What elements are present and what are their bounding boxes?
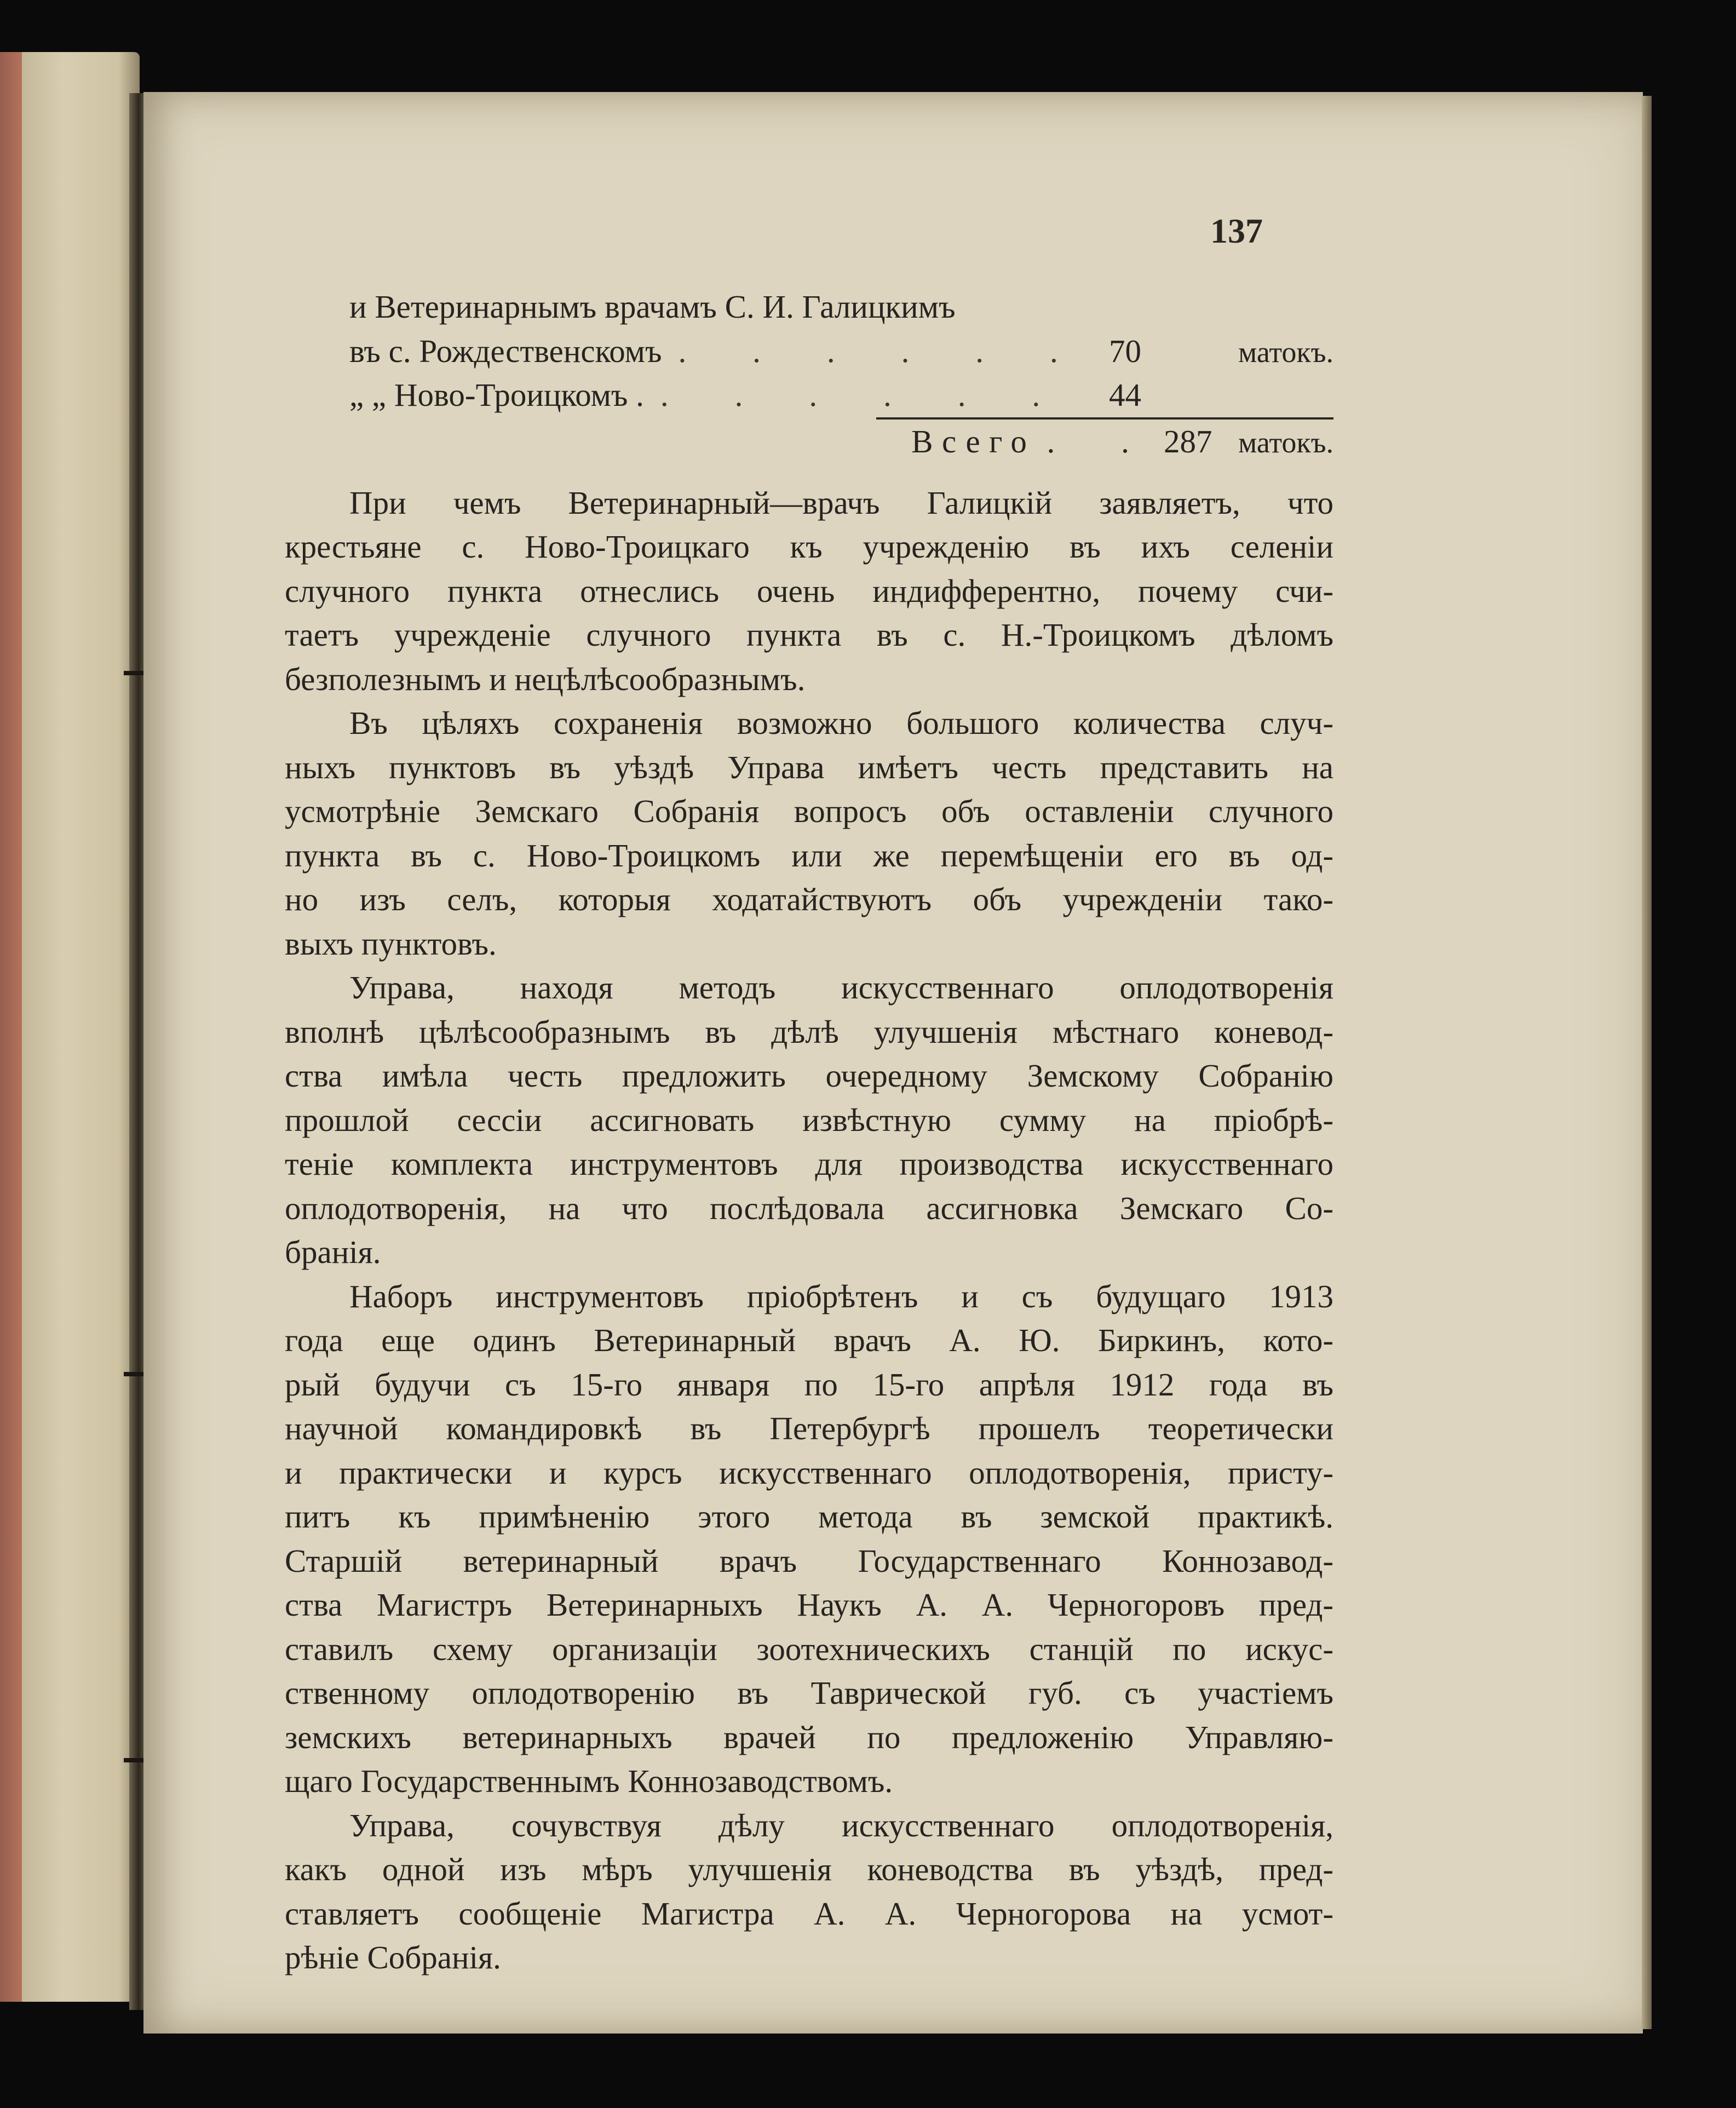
text-line: выхъ пунктовъ. (285, 925, 497, 962)
text-line: ства имѣла честь предложить очередному Земскому Собранію (285, 1058, 1333, 1094)
text-line: ственному оплодотворенію въ Таврической губ. съ участіемъ (285, 1675, 1333, 1711)
text-line: года еще одинъ Ветеринарный врачъ А. Ю. Биркинъ, кото- (285, 1322, 1333, 1358)
table-row (285, 329, 1333, 374)
text-line: оплодотворенія, на что послѣдовала ассигновка Земскаго Со- (285, 1190, 1333, 1226)
table-row-leader: . . . . . . (678, 332, 1087, 369)
table-intro: и Ветеринарнымъ врачамъ С. И. Галицкимъ (349, 289, 956, 325)
text-line: какъ одной изъ мѣръ улучшенія коневодства въ уѣздѣ, пред- (285, 1851, 1333, 1887)
binding-thread (124, 1372, 143, 1376)
text-line: но изъ селъ, которыя ходатайствуютъ объ учрежденіи тако- (285, 881, 1333, 917)
table-row-name: въ с. Рождественскомъ (349, 332, 662, 369)
page-number: 137 (1210, 211, 1263, 250)
text-line: и практически и курсъ искусственнаго оплодотворенія, присту- (285, 1454, 1333, 1491)
text-line: При чемъ Ветеринарный—врачъ Галицкій заявляетъ, что (349, 484, 1333, 521)
table-row-name: „ „ Ново-Троицкомъ . (349, 377, 644, 413)
text-line: питъ къ примѣненію этого метода въ земской практикѣ. (285, 1498, 1333, 1535)
text-line: земскихъ ветеринарныхъ врачей по предложенію Управляю- (285, 1719, 1333, 1755)
paragraph (285, 966, 1333, 1274)
text-line: бранія. (285, 1234, 381, 1270)
text-line: случного пункта отнеслись очень индифферентно, почему счи- (285, 572, 1333, 609)
text-line: вполнѣ цѣлѣсообразнымъ въ дѣлѣ улучшенія мѣстнаго коневод- (285, 1013, 1333, 1050)
text-line: научной командировкѣ въ Петербургѣ прошелъ теоретически (285, 1410, 1333, 1446)
binding-thread (124, 671, 143, 675)
page-text (285, 285, 1333, 1980)
text-line: Старшій ветеринарный врачъ Государственнаго Коннозавод- (285, 1542, 1333, 1579)
text-line: ставляетъ сообщеніе Магистра А. А. Черногорова на усмот- (285, 1895, 1333, 1932)
text-line: прошлой сессіи ассигновать извѣстную сумму на пріобрѣ- (285, 1101, 1333, 1138)
text-line: щаго Государственнымъ Коннозаводствомъ. (285, 1763, 893, 1799)
total-unit: матокъ. (1238, 426, 1333, 459)
paragraph (285, 481, 1333, 702)
text-line: Въ цѣляхъ сохраненія возможно большого количества случ- (349, 705, 1333, 741)
table-row-value: 70 (1109, 332, 1141, 369)
text-line: ства Магистръ Ветеринарныхъ Наукъ А. А. Черногоровъ пред- (285, 1587, 1333, 1623)
table-row-leader: . . . . . . (660, 377, 1070, 413)
text-line: таетъ учрежденіе случного пункта въ с. Н.-Троицкомъ дѣломъ (285, 617, 1333, 653)
text-line: пункта въ с. Ново-Троицкомъ или же перемѣщеніи его въ од- (285, 837, 1333, 874)
left-page-edge (0, 52, 140, 2002)
table-total (285, 420, 1333, 467)
text-line: ставилъ схему организаціи зоотехническихъ станцій по искус- (285, 1630, 1333, 1667)
text-line: крестьяне с. Ново-Троицкаго къ учрежденію въ ихъ селеніи (285, 529, 1333, 565)
page-edge-shadow (1642, 96, 1652, 2029)
text-line: Наборъ инструментовъ пріобрѣтенъ и съ будущаго 1913 (349, 1278, 1333, 1314)
table-row-unit: матокъ. (1238, 335, 1333, 369)
table-row (285, 373, 1333, 417)
text-line: теніе комплекта инструментовъ для производства искусственнаго (285, 1146, 1333, 1182)
table-row-value: 44 (1109, 377, 1141, 413)
total-label: Всего (911, 423, 1036, 459)
text-line: Управа, находя методъ искусственнаго оплодотворенія (349, 969, 1333, 1006)
text-line: усмотрѣніе Земскаго Собранія вопросъ объ оставленіи случного (285, 793, 1333, 829)
text-line: рый будучи съ 15-го января по 15-го апрѣля 1912 года въ (285, 1366, 1333, 1403)
paragraph (285, 1803, 1333, 1980)
text-line: ныхъ пунктовъ въ уѣздѣ Управа имѣетъ честь представить на (285, 749, 1333, 785)
paragraph (285, 701, 1333, 966)
text-line: безполезнымъ и нецѣлѣсообразнымъ. (285, 660, 806, 697)
total-leader: . . (1047, 423, 1158, 459)
text-line: рѣніе Собранія. (285, 1939, 501, 1975)
text-line: Управа, сочувствуя дѣлу искусственнаго оплодотворенія, (349, 1807, 1333, 1843)
total-value: 287 (1164, 423, 1212, 459)
paragraph (285, 1274, 1333, 1803)
binding-thread (124, 1758, 143, 1762)
